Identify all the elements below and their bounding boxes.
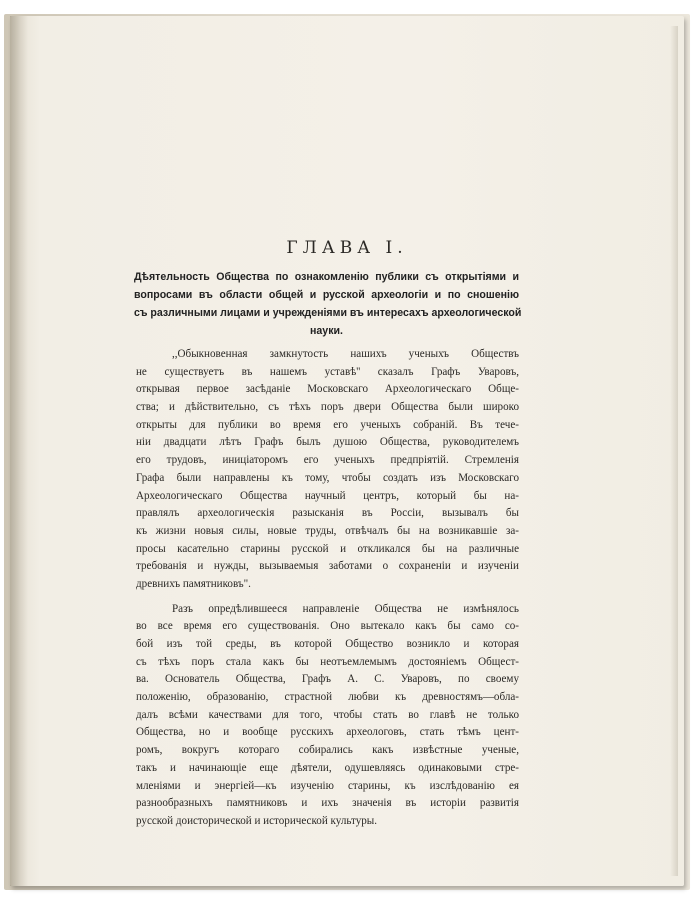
text-line: бой изъ той среды, въ которой Общество возникло и которая [136, 638, 519, 650]
text-line: разнообразныхъ памятниковъ и ихъ значенія въ исторіи развитія [136, 797, 519, 810]
paragraph-2 [136, 601, 519, 831]
text-line: требованія и нужды, вызываемыя заботами о сохраненіи и изученіи [136, 560, 519, 573]
page-right-edge [670, 26, 678, 876]
book-page [10, 16, 684, 886]
text-line: правлялъ археологическія разысканія въ Россіи, вызывалъ бы [136, 507, 519, 520]
text-line: его трудовъ, иниціаторомъ его ученыхъ предпріятій. Стремленія [136, 454, 519, 467]
subtitle-line: науки. [310, 325, 343, 337]
text-line: ва. Основатель Общества, Графъ А. С. Уваровъ, по своему [136, 673, 519, 686]
text-line: къ жизни новыя силы, новые труды, отвѣчалъ бы на возникавшіе за- [136, 524, 519, 537]
paragraph-1 [136, 346, 519, 594]
text-line: древнихъ памятниковъ". [136, 577, 251, 590]
chapter-title: ГЛАВА I. [286, 238, 408, 258]
text-line: ,,Обыкновенная замкнутость нашихъ ученыхъ Обществъ [172, 348, 519, 360]
subtitle-line: съ различными лицами и учрежденіями въ интересахъ археологической [134, 307, 522, 319]
body-text [136, 346, 519, 831]
text-line: русской доисторической и исторической культуры. [136, 814, 378, 827]
text-line: мленіями и энергіей—къ изученію старины, къ изслѣдованію ея [136, 779, 519, 792]
subtitle-line: вопросами въ области общей и русской археологіи и по сношенію [134, 289, 519, 301]
text-line: во все время его существованія. Оно вытекало какъ бы само со- [136, 620, 519, 633]
chapter-subtitle [134, 268, 522, 340]
subtitle-line: Дѣятельность Общества по ознакомленію публики съ открытіями и [134, 271, 519, 283]
text-line: просы касательно старины русской и откликался бы на различные [136, 542, 519, 555]
text-line: Графа были направлены къ тому, чтобы создать изъ Московскаго [136, 471, 519, 484]
text-line: открывая первое засѣданіе Московскаго Археологическаго Обще- [136, 383, 519, 396]
text-line: далъ всѣми качествами для того, чтобы стать во главѣ не только [136, 708, 519, 721]
text-line: положенію, образованію, страстной любви къ древностямъ—обла- [136, 691, 519, 704]
text-line: ства; и дѣйствительно, съ тѣхъ поръ двери Общества были широко [136, 401, 519, 414]
text-line: Общества, но и вообще русскихъ археологовъ, стать тѣмъ цент- [136, 726, 519, 739]
text-line: съ тѣхъ поръ стала какъ бы неотъемлемымъ достояніемъ Общест- [136, 655, 519, 668]
page-gutter [10, 16, 28, 886]
text-line: Разъ опредѣлившееся направленіе Общества не измѣнялось [172, 602, 519, 615]
text-line: такъ и начинающіе еще дѣятели, одушевляясь одинаковыми стре- [136, 761, 519, 774]
text-line: ромъ, вокругъ котораго собирались какъ извѣстные ученые, [136, 744, 519, 757]
text-line: не существуетъ въ нашемъ уставѣ'' сказалъ Графъ Уваровъ, [136, 365, 519, 378]
text-line: ніи двадцати лѣтъ Графъ былъ душою Общества, руководителемъ [136, 436, 519, 449]
text-line: открыты для публики во время его ученыхъ собраній. Въ тече- [136, 418, 519, 431]
text-line: Археологическаго Общества научный центръ, который бы на- [136, 489, 519, 502]
